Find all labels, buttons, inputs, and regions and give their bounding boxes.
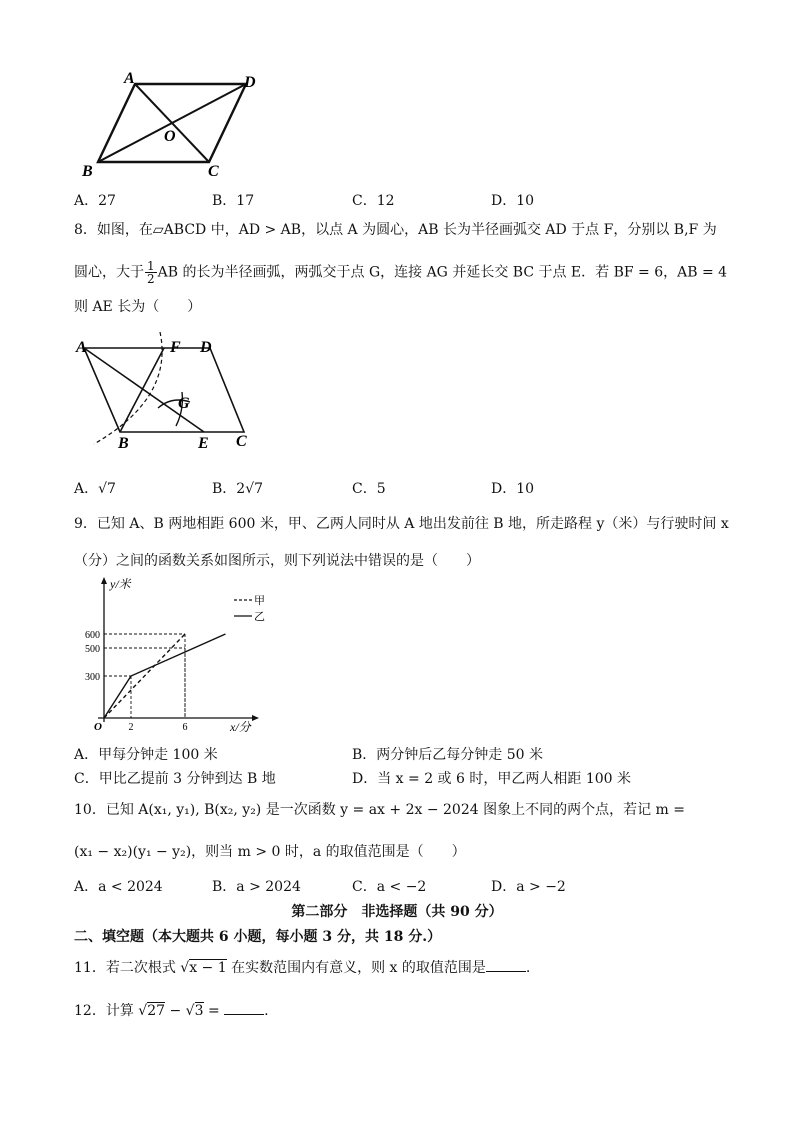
q8-line2-pre: 圆心，大于	[74, 264, 144, 281]
q7-option-b: B．17	[212, 193, 255, 209]
x-tick-label: 2	[128, 722, 134, 733]
label-e: E	[198, 435, 209, 452]
q8-line2	[74, 260, 727, 285]
q11-answer-blank[interactable]	[486, 959, 526, 972]
q12-minus: −	[165, 1003, 186, 1019]
q10-option-d: D．a > −2	[491, 879, 566, 895]
q8-line1: 8．如图，在▱ABCD 中，AD > AB，以点 A 为圆心，AB 长为半径画弧交 AD 于点 F，分别以 B,F 为	[74, 222, 717, 238]
q7-option-c: C．12	[352, 193, 395, 209]
label-g: G	[178, 395, 190, 412]
x-axis-arrow-icon	[252, 715, 259, 721]
x-tick-label: 6	[182, 722, 188, 733]
q12-radicand-2: 3	[194, 1003, 204, 1019]
label-c: C	[208, 163, 219, 180]
q7-option-a: A．27	[74, 193, 116, 209]
q9-option-b: B．两分钟后乙每分钟走 50 米	[352, 747, 544, 763]
y-axis-arrow-icon	[101, 577, 107, 584]
q9-line2: （分）之间的函数关系如图所示，则下列说法中错误的是（ ）	[74, 553, 480, 569]
fraction-one-half: $\frac{1}{2}$	[147, 259, 155, 286]
q12-pre: 12．计算	[74, 1003, 139, 1019]
label-o: O	[164, 128, 176, 145]
label-a: A	[124, 70, 135, 87]
sqrt-icon: √	[185, 1003, 195, 1019]
parallelogram-figure-q8	[74, 328, 264, 456]
origin-label: O	[94, 721, 102, 733]
part-two-title: 第二部分 非选择题（共 90 分）	[291, 904, 503, 920]
distance-time-chart	[74, 576, 284, 736]
q10-line1: 10．已知 A(x₁, y₁), B(x₂, y₂) 是一次函数 y = ax + 2x − 2024 图象上不同的两个点，若记 m =	[74, 802, 686, 818]
y-tick-label: 500	[85, 644, 100, 655]
q12-end: .	[264, 1003, 269, 1019]
q11-pre: 11．若二次根式	[74, 960, 181, 976]
label-b: B	[82, 163, 93, 180]
q8-line2-post: AB 的长为半径画弧，两弧交于点 G，连接 AG 并延长交 BC 于点 E．若 BF = 6，AB = 4	[157, 264, 728, 281]
q12-radicand-1: 27	[147, 1003, 166, 1019]
x-axis-label: x/分	[230, 720, 251, 734]
label-a: A	[76, 339, 87, 356]
q9-line1: 9．已知 A、B 两地相距 600 米，甲、乙两人同时从 A 地出发前往 B 地，所走路程 y（米）与行驶时间 x	[74, 516, 729, 532]
parallelogram-figure-q7	[78, 70, 268, 182]
q11	[74, 958, 530, 978]
q10-option-b: B．a > 2024	[212, 879, 301, 895]
q12	[74, 1001, 269, 1021]
legend-label: 甲	[254, 595, 265, 607]
q11-end: .	[525, 960, 531, 976]
q8-line3: 则 AE 长为（ ）	[74, 299, 202, 315]
q11-post: 在实数范围内有意义，则 x 的取值范围是	[226, 960, 486, 976]
y-axis-label: y/米	[110, 577, 131, 591]
y-tick-label: 300	[85, 672, 100, 683]
label-d: D	[244, 74, 256, 91]
q11-radicand: x − 1	[189, 960, 227, 976]
q10-option-c: C．a < −2	[352, 879, 427, 895]
q8-option-d: D．10	[491, 481, 535, 497]
q9-option-a: A．甲每分钟走 100 米	[74, 747, 218, 763]
q10-line2: (x₁ − x₂)(y₁ − y₂)，则当 m > 0 时，a 的取值范围是（ ）	[74, 844, 466, 860]
label-b: B	[118, 435, 129, 452]
q8-option-b: B．2√7	[212, 481, 264, 497]
q9-option-c: C．甲比乙提前 3 分钟到达 B 地	[74, 771, 276, 787]
section-two-title: 二、填空题（本大题共 6 小题，每小题 3 分，共 18 分.）	[74, 929, 442, 945]
label-c: C	[236, 433, 247, 450]
legend-label: 乙	[254, 611, 265, 623]
q10-option-a: A．a < 2024	[74, 879, 163, 895]
label-f: F	[170, 339, 181, 356]
series-line-yi	[104, 634, 226, 718]
sqrt-icon: √	[180, 960, 190, 976]
q8-option-c: C．5	[352, 481, 386, 497]
q12-eq: =	[203, 1003, 225, 1019]
q12-answer-blank[interactable]	[224, 1002, 264, 1015]
q7-option-d: D．10	[491, 193, 535, 209]
q8-option-a: A．√7	[74, 481, 116, 497]
sqrt-icon: √	[138, 1003, 148, 1019]
q9-option-d: D．当 x = 2 或 6 时，甲乙两人相距 100 米	[352, 771, 631, 787]
y-tick-label: 600	[85, 630, 100, 641]
label-d: D	[200, 339, 212, 356]
